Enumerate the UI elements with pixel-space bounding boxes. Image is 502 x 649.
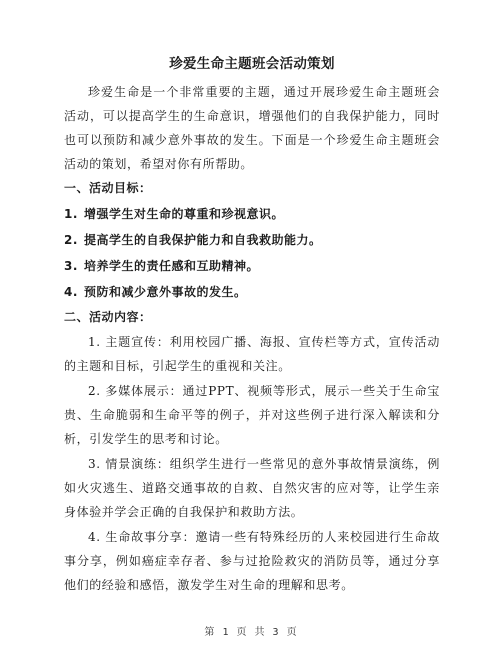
content-item: 4. 生命故事分享：邀请一些有特殊经历的人来校园进行生命故事分享，例如癌症幸存者、参与过抢险救灾的消防员等，通过分享他们的经验和感悟，激发学生对生命的理解和思考。 [64,530,440,592]
page-number-footer: 第 1 页 共 3 页 [204,627,298,638]
content-item: 2. 多媒体展示：通过PPT、视频等形式，展示一些关于生命宝贵、生命脆弱和生命平等的例子，并对这些例子进行深入解读和分析，引发学生的思考和讨论。 [64,384,440,446]
content-item: 3. 情景演练：组织学生进行一些常见的意外事故情景演练，例如火灾逃生、道路交通事故的自救、自然灾害的应对等，让学生亲身体验并学会正确的自我保护和救助方法。 [64,457,440,519]
document-content [64,54,440,598]
goal-text: 提高学生的自我保护能力和自我救助能力。 [84,233,322,247]
goal-number: 1. [64,207,78,221]
goal-text: 预防和减少意外事故的发生。 [84,285,247,299]
document-title: 珍爱生命主题班会活动策划 [169,56,335,72]
goal-text: 增强学生对生命的尊重和珍视意识。 [84,207,285,221]
section-heading-goals: 一、活动目标： [64,181,152,195]
section-heading-content: 二、活动内容： [64,310,152,324]
content-item: 1. 主题宣传：利用校园广播、海报、宣传栏等方式，宣传活动的主题和目标，引起学生的重视和关注。 [64,335,440,373]
goal-item [64,201,440,227]
goal-item [64,253,440,279]
goal-text: 培养学生的责任感和互助精神。 [84,259,260,273]
goal-number: 4. [64,285,78,299]
goal-item [64,279,440,305]
goal-number: 2. [64,233,78,247]
intro-paragraph: 珍爱生命是一个非常重要的主题，通过开展珍爱生命主题班会活动，可以提高学生的生命意识，增强他们的自我保护能力，同时也可以预防和减少意外事故的发生。下面是一个珍爱生命主题班会活动的策划，希望对你有所帮助。 [64,85,440,171]
goal-item [64,227,440,253]
goal-number: 3. [64,259,78,273]
